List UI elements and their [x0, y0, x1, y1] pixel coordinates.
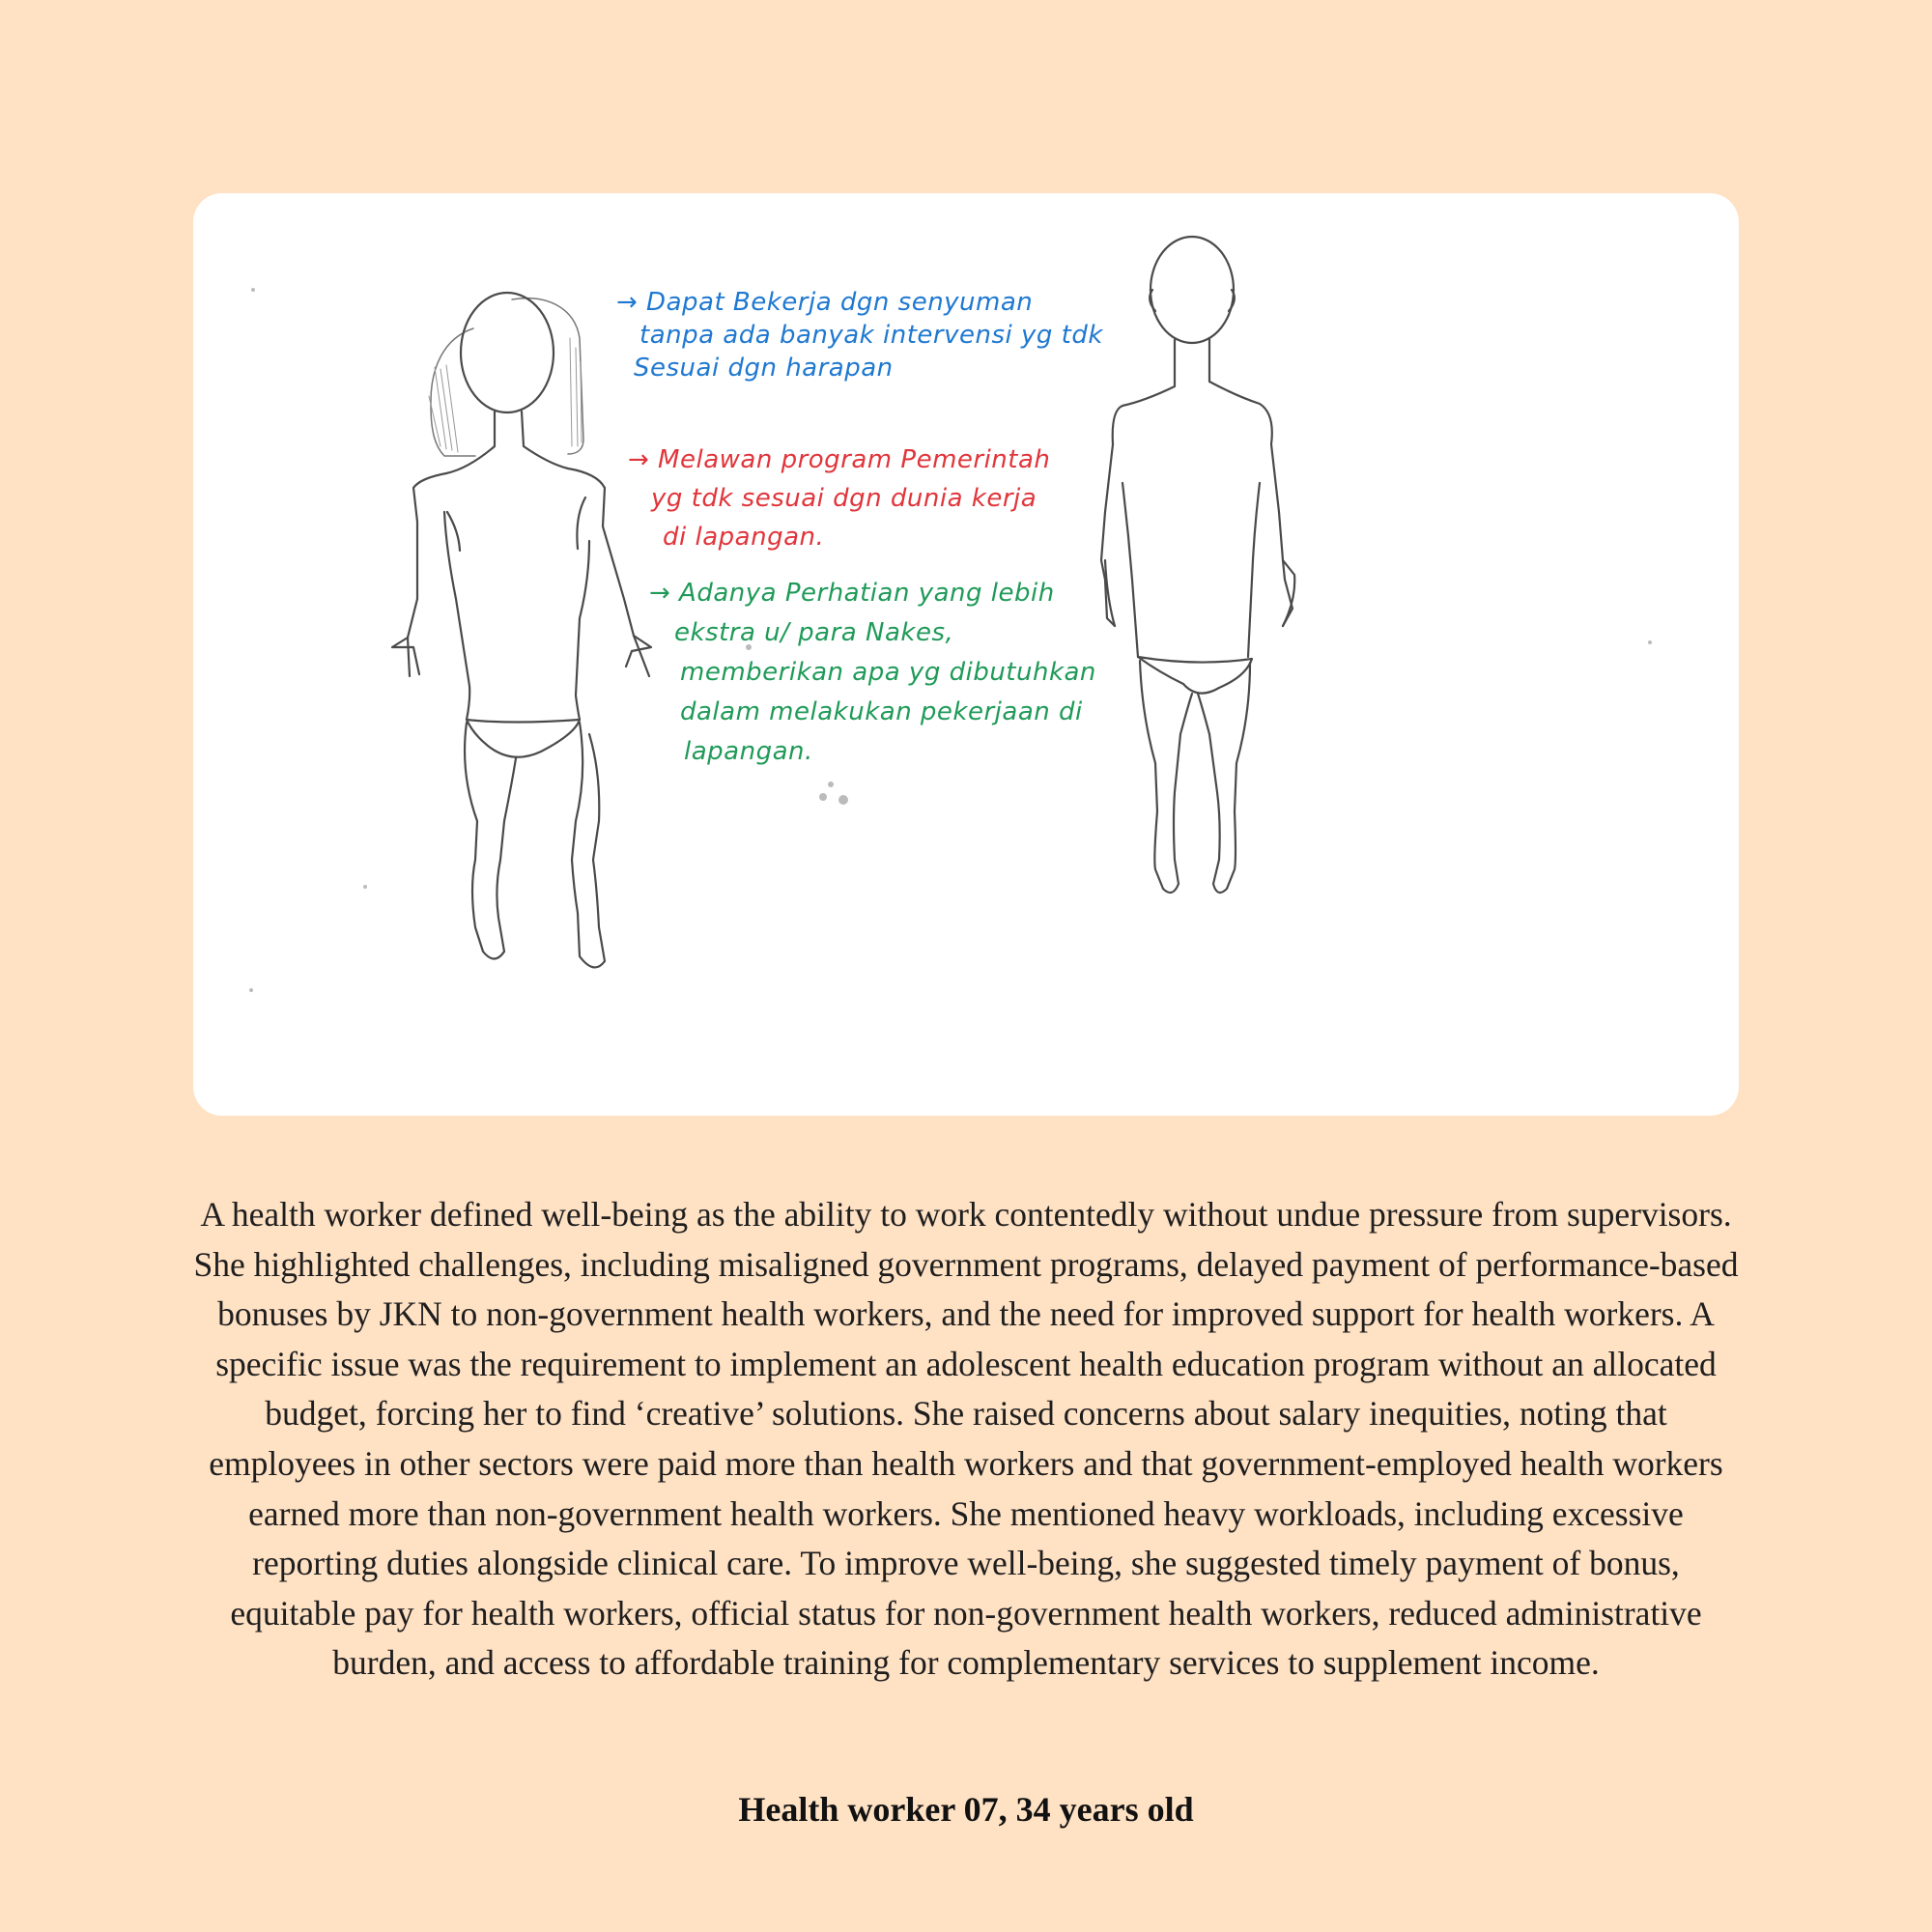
note-green [649, 574, 1096, 772]
note-line: yg tdk sesuai dgn dunia kerja [651, 484, 1037, 513]
drawing-card [193, 193, 1739, 1116]
note-line: → Adanya Perhatian yang lebih [649, 579, 1055, 608]
note-line: Sesuai dgn harapan [634, 354, 894, 383]
note-red [628, 440, 1050, 556]
note-line: memberikan apa yg dibutuhkan [680, 658, 1096, 687]
male-figure-sketch [1101, 237, 1294, 893]
note-line: → Melawan program Pemerintah [628, 445, 1051, 474]
note-line: → Dapat Bekerja dgn senyuman [616, 288, 1034, 317]
caption-paragraph: A health worker defined well-being as the ability to work contentedly without undue pressure from supervisors. She highlighted challenges, including misaligned government programs, delayed payment of performance-based bonuses by JKN to non-government health workers, and the need for improved support for health workers. A specific issue was the requirement to implement an adolescent health education program without an allocated budget, forcing her to find ‘creative’ solutions. She raised concerns about salary inequities, noting that employees in other sectors were paid more than health workers and that government-employed health workers earned more than non-government health workers. She mentioned heavy workloads, including excessive reporting duties alongside clinical care. To improve well-being, she suggested timely payment of bonus, equitable pay for health workers, official status for non-government health workers, reduced administrative burden, and access to affordable training for complementary services to supplement income. [193, 1195, 1739, 1683]
note-line: lapangan. [684, 737, 813, 766]
female-figure-sketch [392, 293, 651, 967]
note-line: ekstra u/ para Nakes, [674, 618, 954, 647]
note-blue [616, 286, 1103, 384]
note-line: dalam melakukan pekerjaan di [680, 697, 1083, 726]
attribution: Health worker 07, 34 years old [738, 1790, 1194, 1829]
note-line: tanpa ada banyak intervensi yg tdk [639, 321, 1103, 350]
note-line: di lapangan. [663, 523, 825, 552]
